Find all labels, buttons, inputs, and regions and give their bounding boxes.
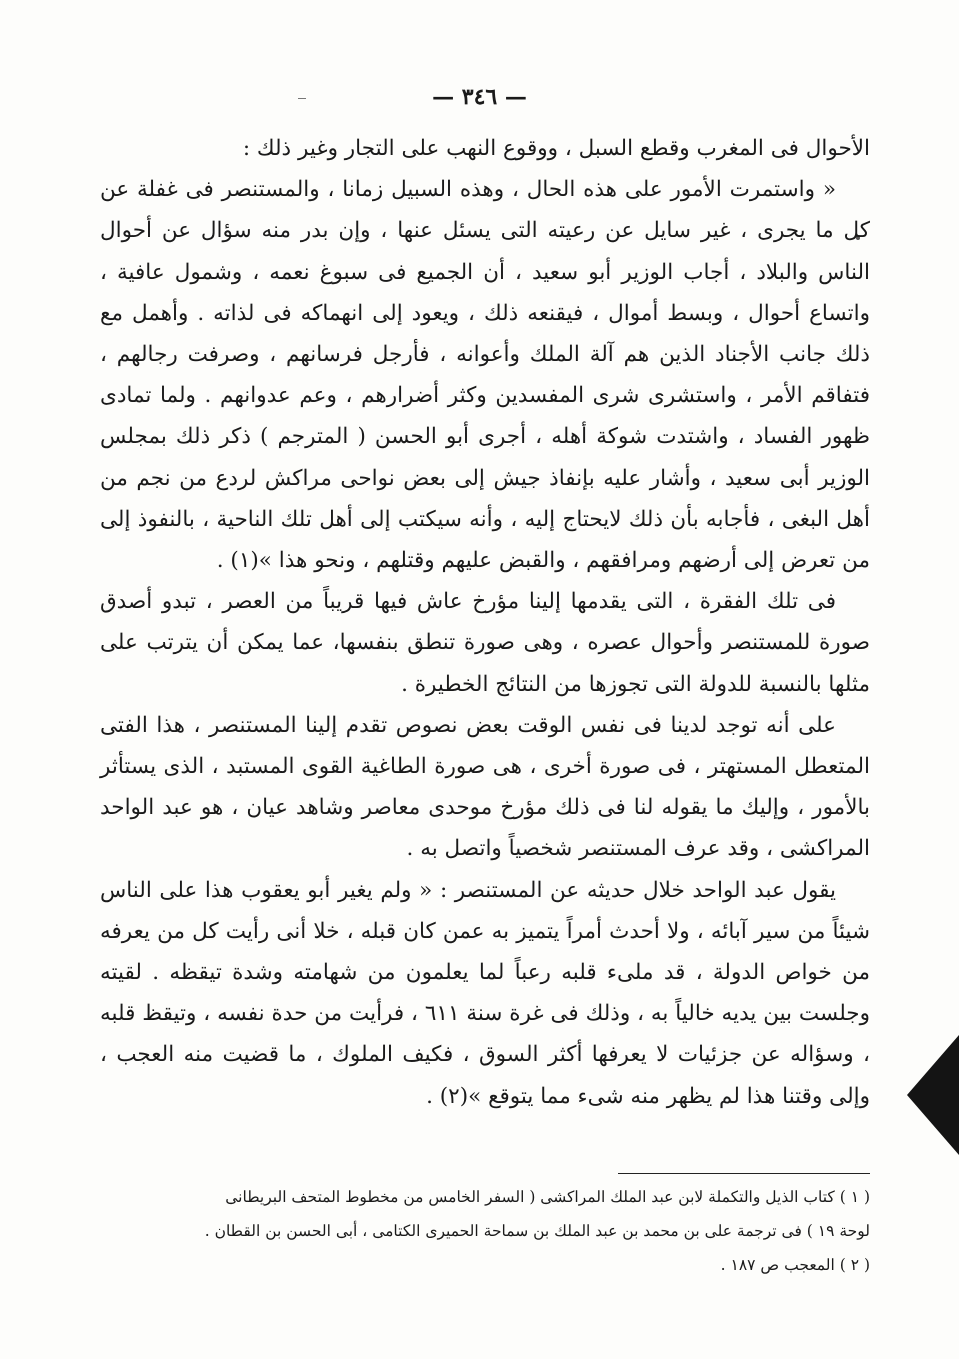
paragraph-quotation: « واستمرت الأمور على هذه الحال ، وهذه السبيل زمانا ، والمستنصر فى غفلة عن كل ما يجرى ، غير سايل عن رعيته التى يسئل عنها ، وإن بدر منه سؤال عن أحوال الناس والبلاد ، أجاب الوزير أبو سعيد ، أن الجميع فى سبوغ نعمه ، وشمول عافية ، واتساع أحوال ، وبسط أموال ، فيقنعه ذلك ، ويعود إلى انهماكه فى لذاته . وأهمل مع ذلك جانب الأجناد الذين هم آلة الملك وأعوانه ، فأرجل فرسانهم ، وصرفت رجالهم ، فتفاقم الأمر ، واستشرى شرى المفسدين وكثر أضرارهم ، وعم عدوانهم . ولما تمادى ظهور الفساد ، واشتدت شوكة أهله ، أجرى أبو الحسن ( المترجم ) ذكر ذلك بمجلس الوزير أبى سعيد ، وأشار عليه بإنفاذ جيش إلى بعض نواحى مراكش لردع من نجم من أهل البغى ، فأجابه بأن ذلك لايحتاج إليه ، وأنه سيكتب إلى أهل تلك الناحية ، بالنفوذ إلى من تعرض إلى أرضهم ومرافقهم ، والقبض عليهم وقتلهم ، ونحو هذا »(١) .: [100, 177, 870, 574]
footnote-2: ( ٢ ) المعجب ص ١٨٧ .: [720, 1256, 870, 1274]
paragraph-other-portrait: على أنه توجد لدينا فى نفس الوقت بعض نصوص تقدم إلينا المستنصر ، هذا الفتى المتعطل المستهتر ، فى صورة أخرى ، هى صورة الطاغية القوى المستبد ، الذى يستأثر بالأمور ، وإليك ما يقوله لنا فى ذلك مؤرخ موحدى معاصر وشاهد عيان ، هو عبد الواحد المراكشى ، وقد عرف المستنصر شخصياً واتصل به .: [100, 712, 870, 862]
footnotes: [100, 1180, 870, 1282]
footnote-1-line-1: ( ١ ) كتاب الذيل والتكملة لابن عبد الملك المراكشى ( السفر الخامس من مخطوط المتحف البريطانى: [225, 1188, 870, 1206]
page-number: — ٣٤٦ —: [432, 84, 527, 110]
footnote-1-line-2: لوحة ١٩ ) فى ترجمة على بن محمد بن عبد الملك بن سماحة الحميرى الكتامى ، أبى الحسن بن القطان .: [204, 1222, 870, 1240]
page-edge-tab: [907, 1035, 959, 1155]
paragraph-abd-al-wahid: يقول عبد الواحد خلال حديثه عن المستنصر : « ولم يغير أبو يعقوب هذا على الناس شيئاً من سير آبائه ، ولا أحدث أمراً يتميز به عمن كان قبله ، خلا أنى رأيت كل من يعرفه من خواص الدولة ، قد ملىء قلبه رعباً لما يعلمون من شهامته وشدة تيقظه . لقيته وجلست بين يديه خالياً به ، وذلك فى غرة سنة ٦١١ ، فرأيت من حدة نفسه ، وتيقظ قلبه ، وسؤاله عن جزئيات لا يعرفها أكثر السوق ، فكيف الملوك ، ما قضيت منه العجب ، وإلى وقتنا هذا لم يظهر منه شىء مما يتوقع »(٢) .: [100, 877, 870, 1109]
main-text: [100, 128, 870, 1117]
paragraph-intro: الأحوال فى المغرب وقطع السبل ، ووقوع النهب على التجار وغير ذلك :: [242, 136, 870, 161]
footnote-divider: [618, 1173, 870, 1174]
paragraph-commentary: فى تلك الفقرة ، التى يقدمها إلينا مؤرخ عاش فيها قريباً من العصر ، تبدو أصدق صورة للمستنصر وأحوال عصره ، وهى صورة تنطق بنفسها، عما يمكن أن يترتب على مثلها بالنسبة للدولة التى تجوزها من النتائج الخطيرة .: [100, 589, 870, 697]
